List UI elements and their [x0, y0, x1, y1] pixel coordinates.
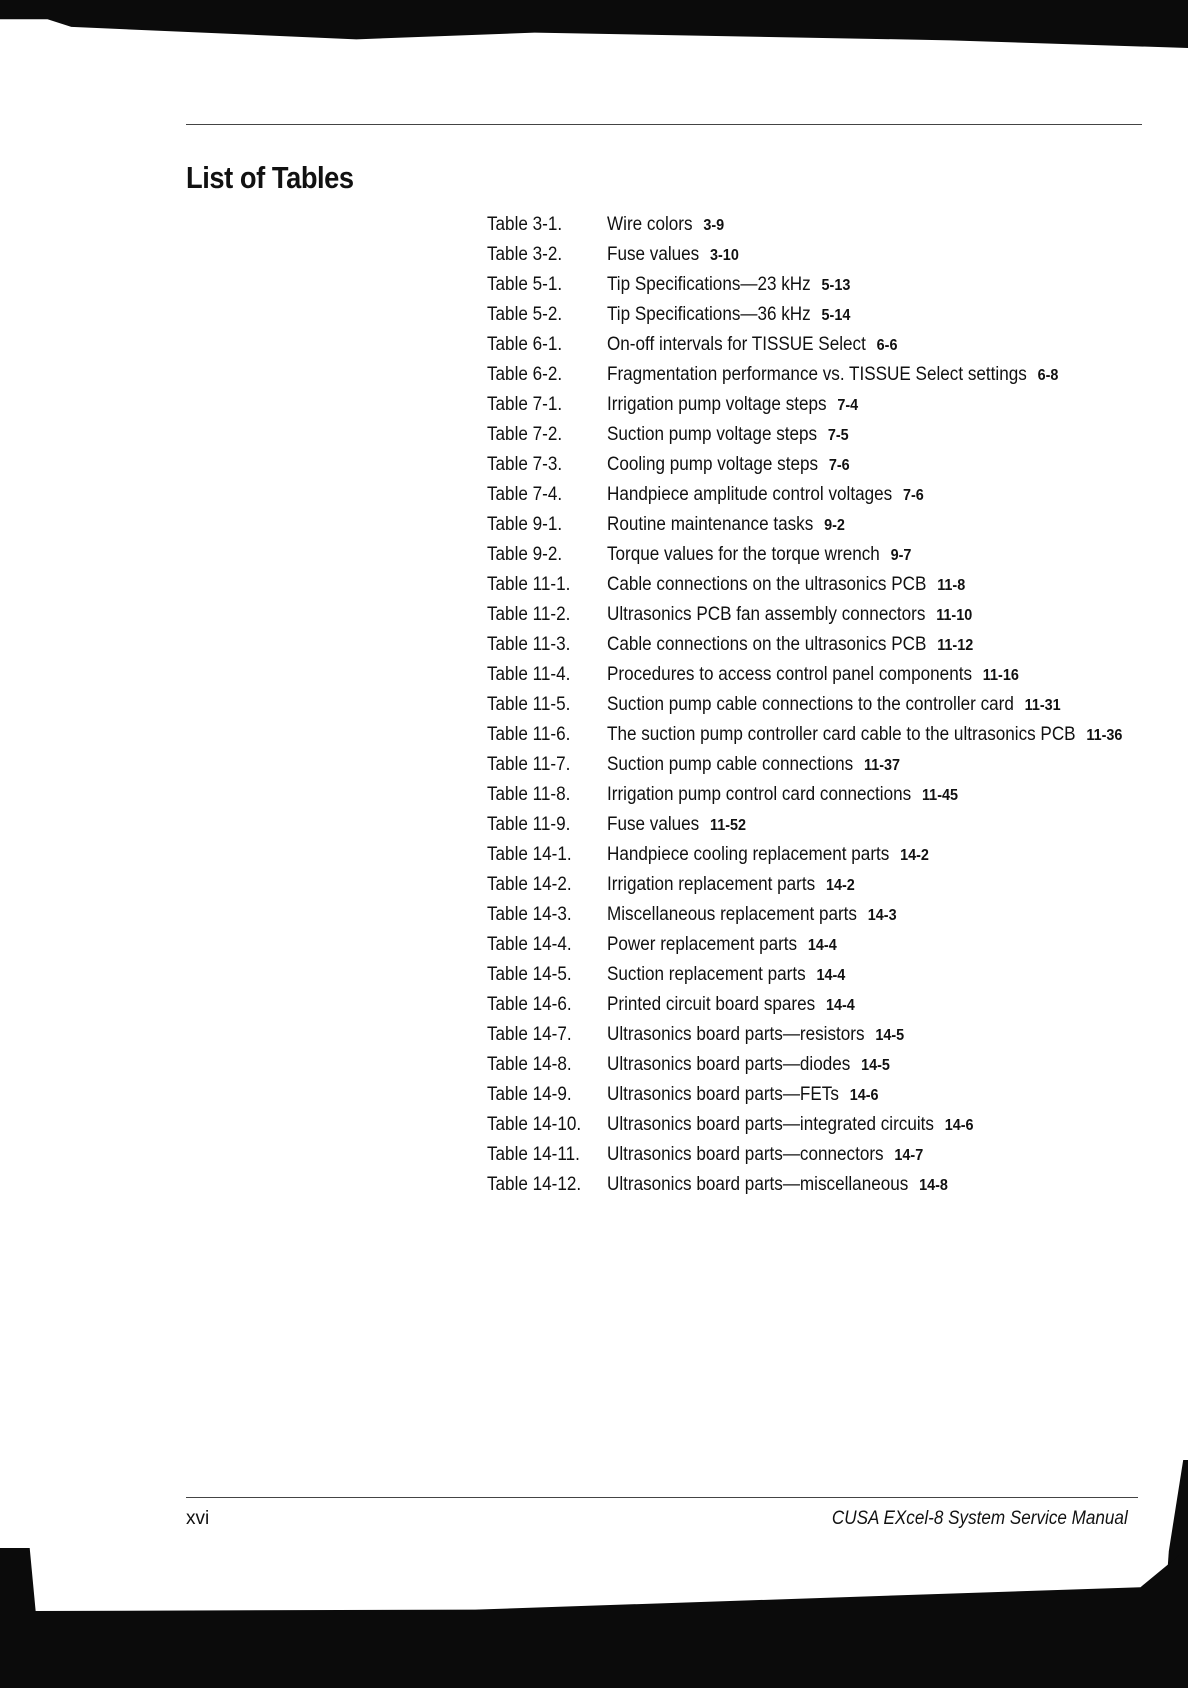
footer-manual-title: CUSA EXcel-8 System Service Manual	[832, 1508, 1128, 1529]
toc-entry-body	[607, 870, 855, 901]
toc-entry-page[interactable]: 11-45	[921, 787, 959, 804]
toc-entry-title: Irrigation pump voltage steps	[607, 394, 827, 415]
toc-entry[interactable]	[487, 900, 1167, 930]
toc-entry-number: Table 11-5.	[487, 694, 571, 715]
toc-entry-title: Suction replacement parts	[607, 964, 806, 985]
toc-entry[interactable]	[487, 630, 1167, 660]
toc-entry-body	[607, 330, 897, 361]
toc-entry-number: Table 11-7.	[487, 754, 571, 775]
toc-entry-page[interactable]: 14-6	[849, 1087, 879, 1104]
toc-entry-title: Cable connections on the ultrasonics PCB	[607, 574, 927, 595]
toc-entry-body	[607, 690, 1061, 721]
toc-entry-page[interactable]: 11-31	[1024, 697, 1061, 714]
toc-entry-body	[607, 1020, 904, 1051]
list-of-tables	[487, 210, 1167, 1200]
toc-entry-number: Table 11-8.	[487, 784, 571, 805]
toc-entry-number: Table 14-4.	[487, 934, 572, 955]
toc-entry-number: Table 6-2.	[487, 364, 563, 385]
toc-entry[interactable]	[487, 780, 1167, 810]
toc-entry-number: Table 14-5.	[487, 964, 572, 985]
toc-entry-number: Table 14-3.	[487, 904, 572, 925]
toc-entry-number: Table 14-9.	[487, 1084, 572, 1105]
toc-entry-number: Table 14-6.	[487, 994, 572, 1015]
toc-entry-body	[607, 750, 900, 781]
toc-entry-number: Table 5-1.	[487, 274, 563, 295]
toc-entry-title: Printed circuit board spares	[607, 994, 816, 1015]
toc-entry-number: Table 11-2.	[487, 604, 571, 625]
toc-entry-title: Wire colors	[607, 214, 693, 235]
toc-entry-title: Tip Specifications—23 kHz	[607, 274, 811, 295]
toc-entry-body	[607, 300, 850, 331]
toc-entry-number: Table 14-12.	[487, 1174, 582, 1195]
toc-entry-title: Cable connections on the ultrasonics PCB	[607, 634, 927, 655]
toc-entry-body	[607, 1110, 974, 1141]
toc-entry-title: Procedures to access control panel components	[607, 664, 973, 685]
toc-entry-number: Table 9-1.	[487, 514, 563, 535]
toc-entry-page[interactable]: 11-36	[1086, 727, 1123, 744]
toc-entry-page[interactable]: 5-14	[821, 307, 851, 324]
toc-entry-title: The suction pump controller card cable to the ultrasonics PCB	[607, 724, 1076, 745]
toc-entry-title: Fuse values	[607, 244, 700, 265]
toc-entry-page[interactable]: 11-37	[864, 757, 901, 774]
toc-entry[interactable]	[487, 1080, 1167, 1110]
toc-entry-title: Tip Specifications—36 kHz	[607, 304, 811, 325]
toc-entry-body	[607, 450, 850, 481]
toc-entry[interactable]	[487, 540, 1167, 570]
page-title: List of Tables	[186, 160, 354, 195]
toc-entry-page[interactable]: 14-5	[875, 1027, 905, 1044]
toc-entry-title: Suction pump voltage steps	[607, 424, 818, 445]
toc-entry[interactable]	[487, 930, 1167, 960]
toc-entry-page[interactable]: 9-7	[890, 547, 912, 564]
toc-entry-page[interactable]: 3-10	[710, 247, 739, 264]
toc-entry[interactable]	[487, 270, 1167, 300]
toc-entry[interactable]	[487, 720, 1167, 750]
toc-entry-title: Ultrasonics board parts—resistors	[607, 1024, 865, 1045]
toc-entry-page[interactable]: 11-16	[982, 667, 1019, 684]
toc-entry[interactable]	[487, 870, 1167, 900]
toc-entry-title: Power replacement parts	[607, 934, 798, 955]
toc-entry[interactable]	[487, 690, 1167, 720]
toc-entry[interactable]	[487, 1020, 1167, 1050]
toc-entry-body	[607, 660, 1019, 691]
toc-entry-page[interactable]: 14-4	[825, 997, 855, 1014]
toc-entry-number: Table 9-2.	[487, 544, 563, 565]
toc-entry-page[interactable]: 7-6	[828, 457, 850, 474]
toc-entry[interactable]	[487, 1050, 1167, 1080]
toc-entry[interactable]	[487, 840, 1167, 870]
toc-entry-page[interactable]: 14-6	[944, 1117, 974, 1134]
toc-entry-page[interactable]: 11-10	[936, 607, 973, 624]
toc-entry[interactable]	[487, 450, 1167, 480]
toc-entry-page[interactable]: 3-9	[703, 217, 725, 234]
toc-entry-number: Table 14-2.	[487, 874, 572, 895]
toc-entry[interactable]	[487, 660, 1167, 690]
toc-entry-page[interactable]: 14-4	[807, 937, 837, 954]
toc-entry[interactable]	[487, 300, 1167, 330]
toc-entry-title: Ultrasonics board parts—miscellaneous	[607, 1174, 909, 1195]
toc-entry-body	[607, 930, 837, 961]
toc-entry-body	[607, 780, 958, 811]
toc-entry-number: Table 7-1.	[487, 394, 563, 415]
toc-entry-number: Table 14-11.	[487, 1144, 580, 1165]
footer-rule	[186, 1497, 1138, 1498]
toc-entry[interactable]	[487, 1110, 1167, 1140]
toc-entry-page[interactable]: 7-4	[837, 397, 859, 414]
toc-entry-number: Table 11-4.	[487, 664, 571, 685]
toc-entry-page[interactable]: 6-6	[876, 337, 898, 354]
toc-entry-page[interactable]: 11-8	[937, 577, 966, 594]
toc-entry-number: Table 14-7.	[487, 1024, 572, 1045]
toc-entry-page[interactable]: 5-13	[821, 277, 851, 294]
toc-entry-number: Table 14-10.	[487, 1114, 582, 1135]
toc-entry[interactable]	[487, 570, 1167, 600]
toc-entry-number: Table 7-2.	[487, 424, 563, 445]
toc-entry-body	[607, 510, 845, 541]
footer-page-number: xvi	[186, 1508, 210, 1529]
toc-entry-title: Suction pump cable connections	[607, 754, 854, 775]
toc-entry[interactable]	[487, 990, 1167, 1020]
toc-entry[interactable]	[487, 1140, 1167, 1170]
toc-entry-title: Ultrasonics board parts—integrated circuits	[607, 1114, 934, 1135]
toc-entry-body	[607, 420, 849, 451]
toc-entry-title: On-off intervals for TISSUE Select	[607, 334, 866, 355]
toc-entry-title: Ultrasonics board parts—FETs	[607, 1084, 839, 1105]
toc-entry[interactable]	[487, 210, 1167, 240]
toc-entry-number: Table 6-1.	[487, 334, 563, 355]
toc-entry-number: Table 3-2.	[487, 244, 563, 265]
toc-entry-body	[607, 480, 924, 511]
toc-entry-page[interactable]: 11-52	[710, 817, 747, 834]
toc-entry[interactable]	[487, 600, 1167, 630]
toc-entry-body	[607, 1140, 923, 1171]
toc-entry-page[interactable]: 14-7	[894, 1147, 924, 1164]
toc-entry-page[interactable]: 7-6	[902, 487, 924, 504]
toc-entry-number: Table 7-4.	[487, 484, 563, 505]
toc-entry-title: Torque values for the torque wrench	[607, 544, 880, 565]
toc-entry-number: Table 7-3.	[487, 454, 563, 475]
toc-entry-body	[607, 1050, 890, 1081]
toc-entry-body	[607, 630, 973, 661]
toc-entry-page[interactable]: 14-2	[825, 877, 855, 894]
toc-entry-body	[607, 810, 746, 841]
scan-edge-top	[0, 0, 1188, 48]
toc-entry-title: Handpiece cooling replacement parts	[607, 844, 890, 865]
toc-entry-body	[607, 720, 1122, 751]
toc-entry-body	[607, 840, 929, 871]
toc-entry[interactable]	[487, 390, 1167, 420]
toc-entry-body	[607, 240, 739, 271]
toc-entry-body	[607, 270, 850, 301]
toc-entry-page[interactable]: 14-2	[900, 847, 929, 864]
toc-entry-page[interactable]: 9-2	[824, 517, 845, 534]
toc-entry-number: Table 11-9.	[487, 814, 571, 835]
toc-entry-number: Table 11-1.	[487, 574, 571, 595]
toc-entry[interactable]	[487, 480, 1167, 510]
toc-entry-number: Table 11-3.	[487, 634, 571, 655]
toc-entry-body	[607, 960, 845, 991]
toc-entry-title: Handpiece amplitude control voltages	[607, 484, 893, 505]
toc-entry[interactable]	[487, 1170, 1167, 1200]
scan-edge-bottom	[0, 1548, 1188, 1688]
toc-entry[interactable]	[487, 240, 1167, 270]
toc-entry-page[interactable]: 14-4	[816, 967, 846, 984]
toc-entry-number: Table 11-6.	[487, 724, 571, 745]
toc-entry-title: Routine maintenance tasks	[607, 514, 814, 535]
toc-entry-body	[607, 900, 897, 931]
toc-entry[interactable]	[487, 330, 1167, 360]
toc-entry[interactable]	[487, 510, 1167, 540]
toc-entry-title: Ultrasonics board parts—connectors	[607, 1144, 884, 1165]
toc-entry-title: Irrigation pump control card connections	[607, 784, 912, 805]
toc-entry[interactable]	[487, 750, 1167, 780]
toc-entry-number: Table 5-2.	[487, 304, 563, 325]
header-rule	[186, 124, 1142, 125]
toc-entry-body	[607, 1170, 948, 1201]
toc-entry-number: Table 14-1.	[487, 844, 572, 865]
toc-entry[interactable]	[487, 810, 1167, 840]
toc-entry-body	[607, 600, 972, 631]
toc-entry-page[interactable]: 14-5	[861, 1057, 890, 1074]
toc-entry-body	[607, 540, 911, 571]
toc-entry-title: Irrigation replacement parts	[607, 874, 816, 895]
toc-entry-title: Miscellaneous replacement parts	[607, 904, 857, 925]
toc-entry-title: Fuse values	[607, 814, 700, 835]
toc-entry-body	[607, 1080, 879, 1111]
toc-entry-title: Ultrasonics PCB fan assembly connectors	[607, 604, 926, 625]
toc-entry-body	[607, 210, 724, 241]
toc-entry[interactable]	[487, 420, 1167, 450]
toc-entry-body	[607, 390, 858, 421]
toc-entry-number: Table 14-8.	[487, 1054, 572, 1075]
toc-entry-title: Cooling pump voltage steps	[607, 454, 819, 475]
toc-entry-title: Ultrasonics board parts—diodes	[607, 1054, 851, 1075]
toc-entry-number: Table 3-1.	[487, 214, 563, 235]
toc-entry-page[interactable]: 14-8	[919, 1177, 948, 1194]
toc-entry-body	[607, 570, 965, 601]
toc-entry[interactable]	[487, 960, 1167, 990]
toc-entry-page[interactable]: 6-8	[1037, 367, 1059, 384]
toc-entry-body	[607, 360, 1058, 391]
toc-entry-body	[607, 990, 855, 1021]
toc-entry-title: Fragmentation performance vs. TISSUE Select settings	[607, 364, 1027, 385]
toc-entry-page[interactable]: 14-3	[867, 907, 897, 924]
toc-entry[interactable]	[487, 360, 1167, 390]
toc-entry-page[interactable]: 7-5	[827, 427, 849, 444]
toc-entry-title: Suction pump cable connections to the controller card	[607, 694, 1014, 715]
toc-entry-page[interactable]: 11-12	[937, 637, 974, 654]
